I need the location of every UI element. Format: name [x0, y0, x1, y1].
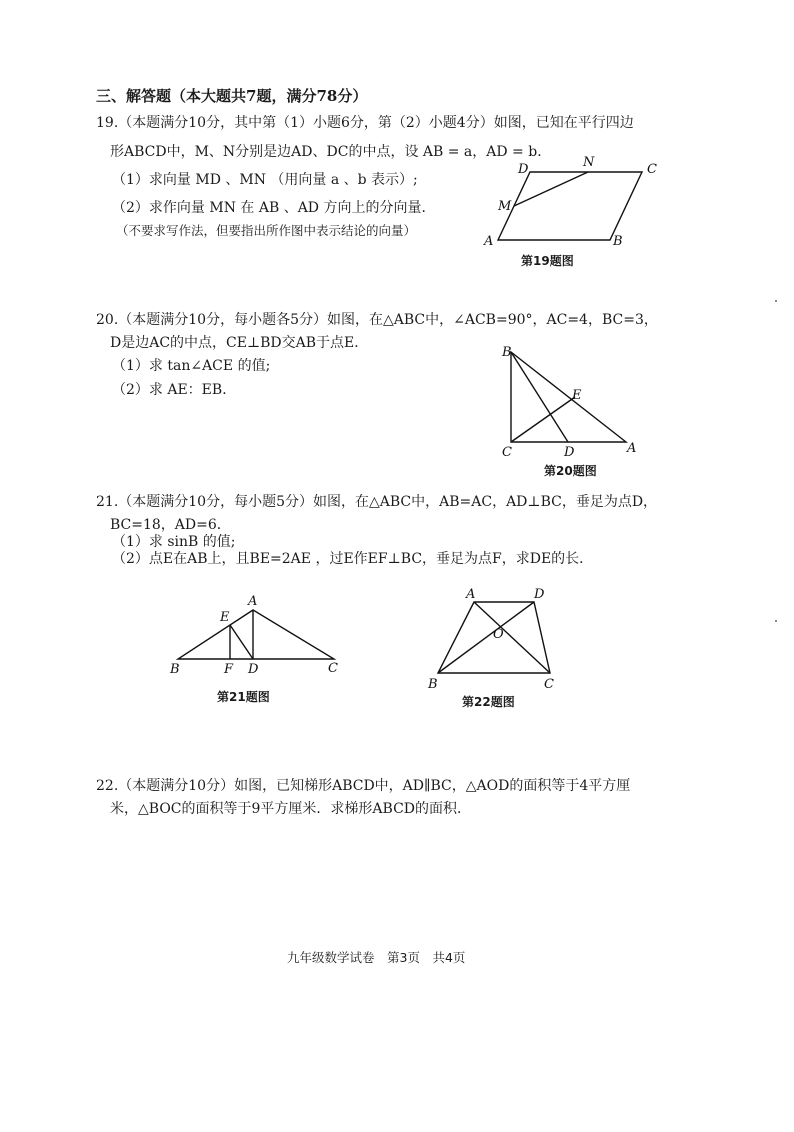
q22-line2: 米，△BOC的面积等于9平方厘米．求梯形ABCD的面积．: [110, 801, 472, 817]
q20-label-a: A: [627, 441, 637, 456]
q22-label-b: B: [428, 677, 438, 692]
q19-label-c: C: [647, 162, 657, 177]
q21-part2: （2）点E在AB上，且BE=2AE ，过E作EF⊥BC，垂足为点F，求DE的长．: [112, 551, 594, 567]
q21-part1: （1）求 sinB 的值;: [112, 534, 236, 550]
q19-label-b: B: [613, 234, 623, 249]
q22-label-c: C: [544, 677, 554, 692]
q20-figure: [496, 340, 646, 462]
q21-label-e: E: [220, 610, 230, 625]
q19-line2: 形ABCD中，M、N分别是边AD、DC的中点，设 AB = a，AD = b．: [110, 144, 552, 160]
q20-label-b: B: [502, 345, 512, 360]
q21-label-f: F: [224, 662, 234, 677]
q21-line1: 21.（本题满分10分，每小题5分）如图，在△ABC中，AB=AC，AD⊥BC，垂足为点D，: [96, 494, 658, 510]
q22-figure-caption: 第22题图: [462, 695, 515, 709]
q22-line1: 22.（本题满分10分）如图，已知梯形ABCD中，AD∥BC，△AOD的面积等于4平方厘: [96, 778, 631, 794]
q20-part2: （2）求 AE：EB．: [112, 382, 237, 398]
triangle-abc: [178, 610, 334, 659]
q19-label-d: D: [518, 162, 529, 177]
q19-line1: 19.（本题满分10分，其中第（1）小题6分，第（2）小题4分）如图，已知在平行四边: [96, 115, 634, 131]
segment-bd: [511, 352, 568, 442]
section-title: 三、解答题（本大题共7题，满分78分）: [96, 87, 368, 105]
q21-label-c: C: [328, 661, 338, 676]
segment-de: [230, 625, 253, 659]
q19-part1: （1）求向量 MD 、MN （用向量 a 、b 表示）;: [112, 172, 418, 188]
q21-label-b: B: [170, 662, 180, 677]
q20-line2: D是边AC的中点，CE⊥BD交AB于点E．: [110, 335, 369, 351]
q20-label-d: D: [564, 445, 575, 460]
q19-part2: （2）求作向量 MN 在 AB 、AD 方向上的分向量．: [112, 200, 436, 216]
q22-label-a: A: [466, 587, 476, 602]
q19-figure: [480, 152, 670, 254]
q19-note: （不要求写作法，但要指出所作图中表示结论的向量）: [116, 223, 417, 238]
scan-mark: [775, 300, 777, 302]
q21-line2: BC=18，AD=6．: [110, 517, 231, 533]
segment-mn: [514, 172, 588, 206]
q21-figure: [164, 588, 354, 680]
q19-figure-caption: 第19题图: [521, 254, 574, 268]
parallelogram-abcd: [498, 172, 642, 240]
q20-line1: 20.（本题满分10分，每小题各5分）如图，在△ABC中，∠ACB=90°，AC=4，BC=3，: [96, 312, 658, 328]
q21-label-a: A: [248, 594, 258, 609]
scan-mark: [775, 620, 777, 622]
q21-figure-caption: 第21题图: [217, 690, 270, 704]
triangle-abc: [511, 352, 626, 442]
q22-label-o: O: [493, 627, 504, 642]
q20-label-e: E: [572, 388, 582, 403]
q20-part1: （1）求 tan∠ACE 的值;: [112, 358, 271, 374]
q20-figure-caption: 第20题图: [544, 464, 597, 478]
q21-label-d: D: [248, 662, 259, 677]
q19-label-n: N: [583, 155, 595, 170]
page-footer: 九年级数学试卷 第3页 共4页: [287, 950, 466, 965]
q19-label-m: M: [498, 199, 512, 214]
q22-figure: [424, 582, 564, 692]
q22-label-d: D: [534, 587, 545, 602]
q20-label-c: C: [502, 445, 512, 460]
q19-label-a: A: [484, 234, 494, 249]
